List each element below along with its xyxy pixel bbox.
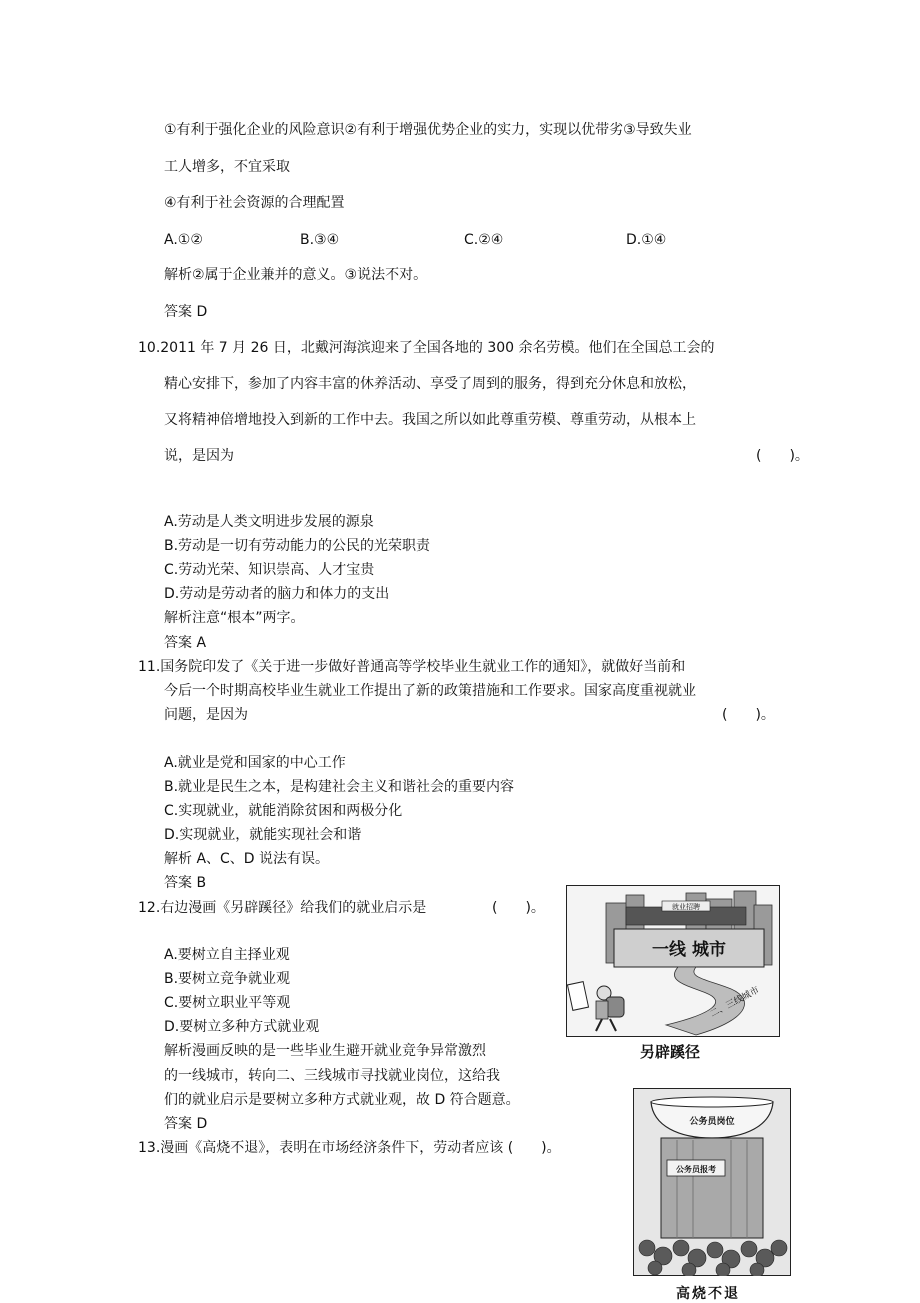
q10-line-3: 又将精神倍增地投入到新的工作中去。我国之所以如此尊重劳模、尊重劳动，从根本上 bbox=[164, 412, 696, 428]
cartoon-civil-service-fever bbox=[633, 1088, 791, 1276]
q9-option-a: A.①② bbox=[164, 232, 203, 248]
bowl-label: 公务员岗位 bbox=[689, 1117, 735, 1127]
q12-option-b: B.要树立竞争就业观 bbox=[164, 971, 291, 987]
q12-answer-paren: ( )。 bbox=[492, 900, 545, 916]
q12-line-1: 12.右边漫画《另辟蹊径》给我们的就业启示是 bbox=[138, 900, 427, 916]
q10-line-1: 10.2011 年 7 月 26 日，北戴河海滨迎来了全国各地的 300 余名劳模。他们在全国总工会的 bbox=[138, 340, 715, 356]
q9-option-b: B.③④ bbox=[300, 232, 340, 248]
q9-option-d: D.①④ bbox=[626, 232, 667, 248]
q12-answer: 答案 D bbox=[164, 1116, 208, 1132]
q13-line-1: 13.漫画《高烧不退》，表明在市场经济条件下，劳动者应该 ( )。 bbox=[138, 1140, 561, 1156]
q10-option-d: D.劳动是劳动者的脑力和体力的支出 bbox=[164, 586, 390, 602]
q9-answer: 答案 D bbox=[164, 304, 208, 320]
q12-option-c: C.要树立职业平等观 bbox=[164, 995, 291, 1011]
cartoon-2-caption: 高烧不退 bbox=[676, 1286, 740, 1302]
q11-answer: 答案 B bbox=[164, 875, 207, 891]
q11-answer-paren: ( )。 bbox=[722, 707, 775, 723]
column-label: 公务员报考 bbox=[676, 1165, 716, 1174]
recruitment-sign-text: 就业招聘 bbox=[672, 903, 700, 911]
q10-answer: 答案 A bbox=[164, 635, 207, 651]
q12-option-a: A.要树立自主择业观 bbox=[164, 947, 290, 963]
q10-line-2: 精心安排下，参加了内容丰富的休养活动、享受了周到的服务，得到充分休息和放松， bbox=[164, 376, 696, 392]
q10-answer-paren: ( )。 bbox=[756, 448, 809, 464]
q9-analysis: 解析②属于企业兼并的意义。③说法不对。 bbox=[164, 267, 428, 283]
q11-option-c: C.实现就业，就能消除贫困和两极分化 bbox=[164, 803, 403, 819]
q12-analysis-2: 的一线城市，转向二、三线城市寻找就业岗位，这给我 bbox=[164, 1068, 500, 1084]
q11-line-1: 11.国务院印发了《关于进一步做好普通高等学校毕业生就业工作的通知》，就做好当前和 bbox=[138, 659, 686, 675]
q11-option-b: B.就业是民生之本，是构建社会主义和谐社会的重要内容 bbox=[164, 779, 515, 795]
q9-option-c: C.②④ bbox=[464, 232, 504, 248]
q9-line-1: ①有利于强化企业的风险意识②有利于增强优势企业的实力，实现以优带劣③导致失业 bbox=[164, 122, 692, 138]
q11-analysis: 解析 A、C、D 说法有误。 bbox=[164, 851, 330, 867]
q10-analysis: 解析注意“根本”两字。 bbox=[164, 610, 305, 626]
exam-column bbox=[661, 1138, 763, 1238]
q11-option-a: A.就业是党和国家的中心工作 bbox=[164, 755, 346, 771]
q12-analysis-3: 们的就业启示是要树立多种方式就业观，故 D 符合题意。 bbox=[164, 1092, 520, 1108]
q9-line-2: 工人增多，不宜采取 bbox=[164, 159, 290, 175]
cartoon-1-caption: 另辟蹊径 bbox=[640, 1043, 701, 1061]
q10-option-c: C.劳动光荣、知识崇高、人才宝贵 bbox=[164, 562, 375, 578]
q11-line-2: 今后一个时期高校毕业生就业工作提出了新的政策措施和工作要求。国家高度重视就业 bbox=[164, 683, 696, 699]
q12-analysis-1: 解析漫画反映的是一些毕业生避开就业竞争异常激烈 bbox=[164, 1043, 486, 1059]
road-label: 二、三线城市 bbox=[708, 985, 762, 1020]
q10-option-b: B.劳动是一切有劳动能力的公民的光荣职责 bbox=[164, 538, 431, 554]
cartoon-alternative-path bbox=[566, 885, 780, 1037]
q11-line-3: 问题，是因为 bbox=[164, 707, 248, 723]
city-wall-label: 一线 城市 bbox=[652, 940, 726, 960]
q11-option-d: D.实现就业，就能实现社会和谐 bbox=[164, 827, 362, 843]
q10-option-a: A.劳动是人类文明进步发展的源泉 bbox=[164, 514, 374, 530]
q10-line-4: 说，是因为 bbox=[164, 448, 234, 464]
q12-option-d: D.要树立多种方式就业观 bbox=[164, 1019, 320, 1035]
q9-line-3: ④有利于社会资源的合理配置 bbox=[164, 195, 345, 211]
